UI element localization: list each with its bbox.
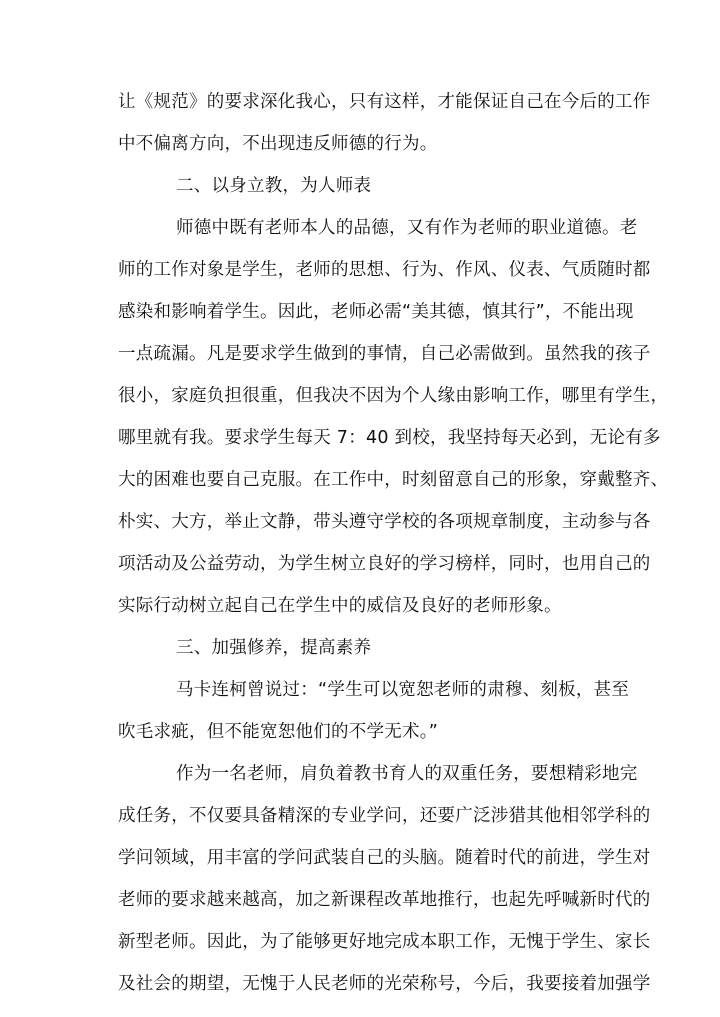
paragraph-line: 中不偏离方向，不出现违反师德的行为。 (118, 134, 438, 154)
paragraph-line: 实际行动树立起自己在学生中的威信及良好的老师形象。 (118, 596, 562, 616)
section-heading: 二、以身立教，为人师表 (176, 176, 372, 196)
paragraph-line: 及社会的期望，无愧于人民老师的光荣称号，今后，我要接着加强学 (118, 974, 651, 994)
section-heading: 三、加强修养，提高素养 (176, 638, 372, 658)
paragraph-line: 师德中既有老师本人的品德，又有作为老师的职业道德。老 (176, 218, 638, 238)
paragraph-line: 作为一名老师，肩负着教书育人的双重任务，要想精彩地完 (176, 764, 638, 784)
paragraph-line: 一点疏漏。凡是要求学生做到的事情，自己必需做到。虽然我的孩子 (118, 344, 651, 364)
paragraph-line: 成任务，不仅要具备精深的专业学问，还要广泛涉猎其他相邻学科的 (118, 806, 651, 826)
paragraph-line: 吹毛求疵，但不能宽恕他们的不学无术。” (118, 722, 439, 742)
paragraph-line: 项活动及公益劳动，为学生树立良好的学习榜样，同时，也用自己的 (118, 554, 651, 574)
paragraph-line: 学问领域，用丰富的学问武装自己的头脑。随着时代的前进，学生对 (118, 848, 651, 868)
paragraph-line: 很小，家庭负担很重，但我决不因为个人缘由影响工作，哪里有学生， (118, 386, 669, 406)
paragraph-line: 大的困难也要自己克服。在工作中，时刻留意自己的形象，穿戴整齐、 (118, 470, 669, 490)
paragraph-line: 老师的要求越来越高，加之新课程改革地推行，也起先呼喊新时代的 (118, 890, 651, 910)
paragraph-line: 师的工作对象是学生，老师的思想、行为、作风、仪表、气质随时都 (118, 260, 651, 280)
paragraph-line: 朴实、大方，举止文静，带头遵守学校的各项规章制度，主动参与各 (118, 512, 651, 532)
paragraph-line: 马卡连柯曾说过：“学生可以宽恕老师的肃穆、刻板，甚至 (176, 680, 630, 700)
paragraph-line: 让《规范》的要求深化我心，只有这样，才能保证自己在今后的工作 (118, 92, 651, 112)
paragraph-line: 感染和影响着学生。因此，老师必需“美其德，慎其行”，不能出现 (118, 302, 634, 322)
paragraph-line: 哪里就有我。要求学生每天 7：40 到校，我坚持每天必到，无论有多 (118, 428, 661, 448)
paragraph-line: 新型老师。因此，为了能够更好地完成本职工作，无愧于学生、家长 (118, 932, 651, 952)
